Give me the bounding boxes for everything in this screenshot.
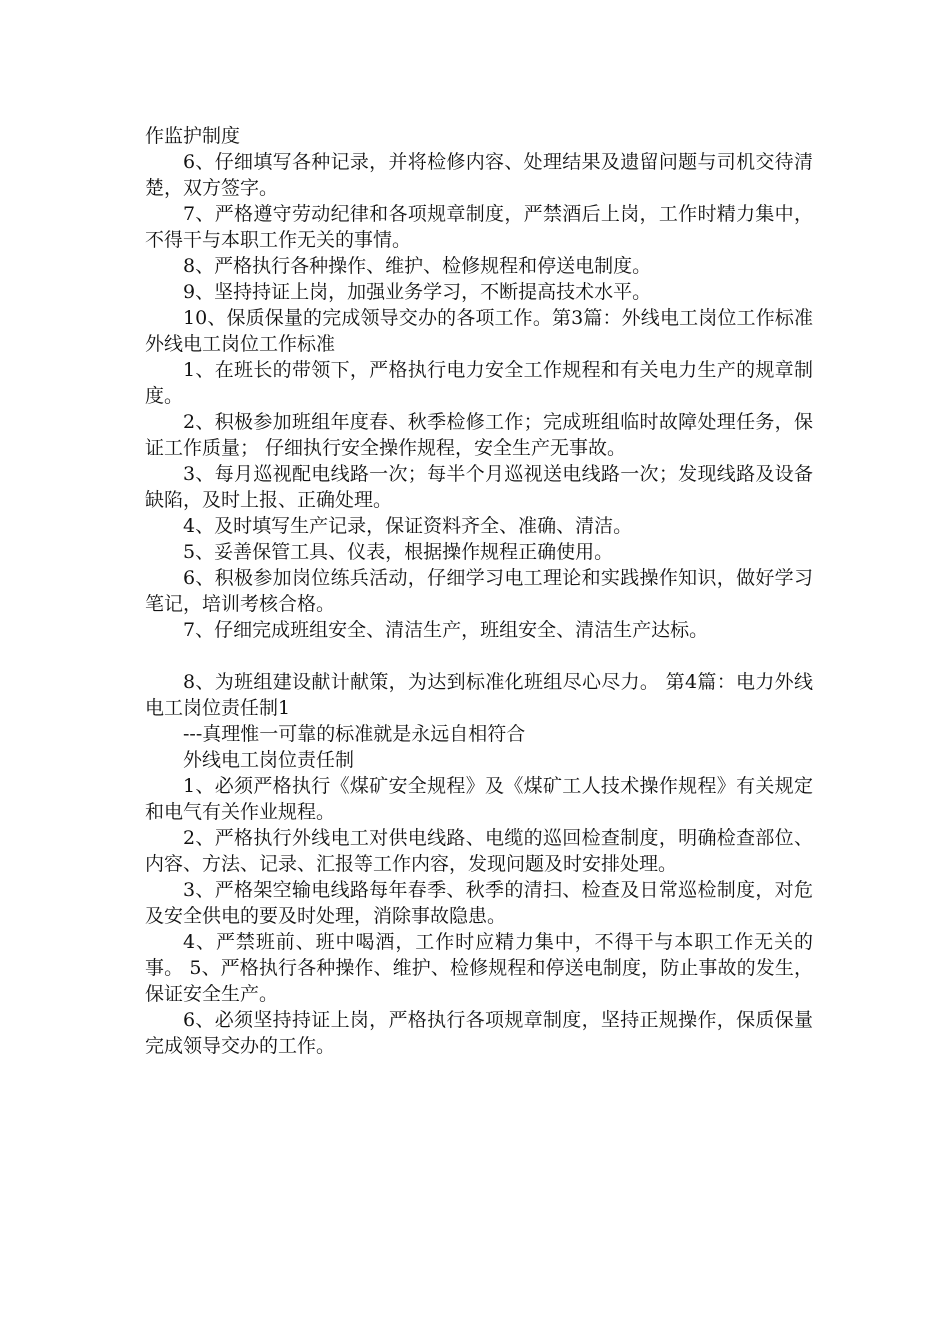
paragraph-3: 7、严格遵守劳动纪律和各项规章制度，严禁酒后上岗，工作时精力集中，不得干与本职工作无关的事情。 bbox=[145, 203, 813, 251]
paragraph-21: 6、必须坚持持证上岗，严格执行各项规章制度，坚持正规操作，保质保量完成领导交办的工作。 bbox=[145, 1009, 813, 1057]
paragraph-20: 4、严禁班前、班中喝酒，工作时应精力集中，不得干与本职工作无关的事。 5、严格执行各种操作、维护、检修规程和停送电制度，防止事故的发生，保证安全生产。 bbox=[145, 931, 813, 1005]
paragraph-14: 8、为班组建设献计献策，为达到标准化班组尽心尽力。 第4篇：电力外线电工岗位责任制1 bbox=[145, 671, 813, 719]
paragraph-8: 2、积极参加班组年度春、秋季检修工作；完成班组临时故障处理任务，保证工作质量； 仔细执行安全操作规程，安全生产无事故。 bbox=[145, 411, 813, 459]
paragraph-1: 作监护制度 bbox=[145, 125, 241, 147]
document-body bbox=[145, 123, 813, 1059]
paragraph-9: 3、每月巡视配电线路一次；每半个月巡视送电线路一次；发现线路及设备缺陷，及时上报、正确处理。 bbox=[145, 463, 813, 511]
paragraph-6: 10、保质保量的完成领导交办的各项工作。第3篇：外线电工岗位工作标准外线电工岗位工作标准 bbox=[145, 307, 813, 355]
paragraph-5: 9、坚持持证上岗，加强业务学习，不断提高技术水平。 bbox=[183, 281, 652, 303]
paragraph-7: 1、在班长的带领下，严格执行电力安全工作规程和有关电力生产的规章制度。 bbox=[145, 359, 813, 407]
paragraph-17: 1、必须严格执行《煤矿安全规程》及《煤矿工人技术操作规程》有关规定和电气有关作业规程。 bbox=[145, 775, 813, 823]
paragraph-19: 3、严格架空输电线路每年春季、秋季的清扫、检查及日常巡检制度，对危及安全供电的要及时处理，消除事故隐患。 bbox=[145, 879, 813, 927]
paragraph-13: 7、仔细完成班组安全、清洁生产，班组安全、清洁生产达标。 bbox=[183, 619, 709, 641]
paragraph-2: 6、仔细填写各种记录，并将检修内容、处理结果及遗留问题与司机交待清楚，双方签字。 bbox=[145, 151, 813, 199]
paragraph-18: 2、严格执行外线电工对供电线路、电缆的巡回检查制度，明确检查部位、内容、方法、记录、汇报等工作内容，发现问题及时安排处理。 bbox=[145, 827, 813, 875]
paragraph-10: 4、及时填写生产记录，保证资料齐全、准确、清洁。 bbox=[183, 515, 633, 537]
paragraph-16: 外线电工岗位责任制 bbox=[183, 749, 355, 771]
paragraph-4: 8、严格执行各种操作、维护、检修规程和停送电制度。 bbox=[183, 255, 652, 277]
paragraph-12: 6、积极参加岗位练兵活动，仔细学习电工理论和实践操作知识，做好学习笔记，培训考核合格。 bbox=[145, 567, 813, 615]
paragraph-15: ---真理惟一可靠的标准就是永远自相符合 bbox=[183, 723, 526, 745]
paragraph-11: 5、妥善保管工具、仪表，根据操作规程正确使用。 bbox=[183, 541, 614, 563]
